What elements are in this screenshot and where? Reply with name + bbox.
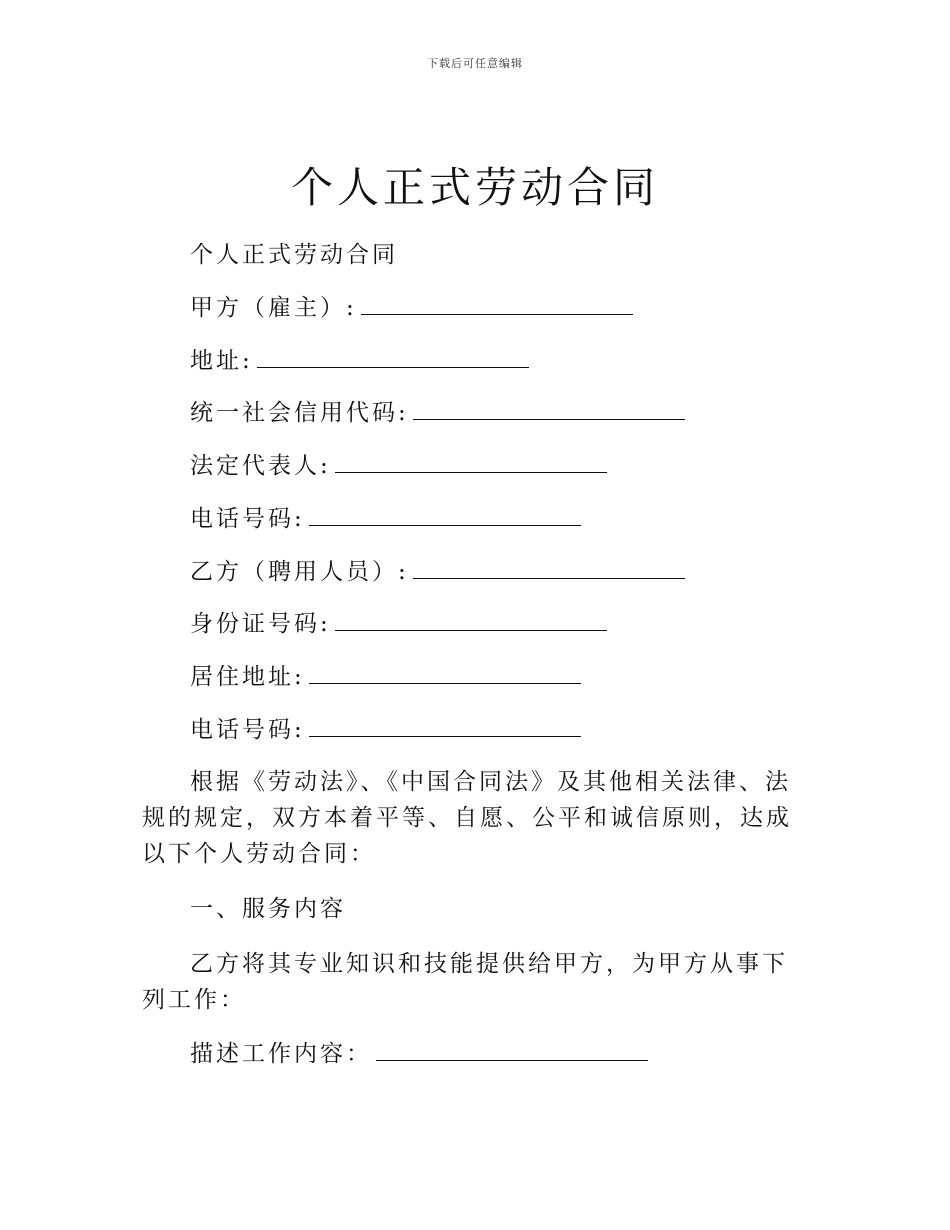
field-label-legal-representative: 法定代表人:	[190, 453, 331, 479]
section-1-heading-text: 一、服务内容	[190, 896, 346, 922]
intro-paragraph: 根据《劳动法》、《中国合同法》及其他相关法律、法规的规定，双方本着平等、自愿、公平和诚信原则，达成以下个人劳动合同：	[142, 769, 792, 867]
field-employer-phone	[190, 503, 581, 534]
field-work-description	[190, 1038, 648, 1069]
field-label-credit-code: 统一社会信用代码:	[190, 400, 409, 426]
field-id-number	[190, 608, 607, 639]
field-blank-residential-address[interactable]	[309, 661, 581, 684]
field-label-employee: 乙方（聘用人员）:	[190, 559, 409, 585]
field-employee-phone	[190, 714, 581, 745]
document-title: 个人正式劳动合同	[290, 163, 659, 212]
field-label-work-description: 描述工作内容：	[190, 1041, 372, 1067]
field-blank-employer[interactable]	[361, 292, 633, 315]
field-label-employer-phone: 电话号码:	[190, 506, 305, 532]
field-label-residential-address: 居住地址:	[190, 664, 305, 690]
field-label-employee-phone: 电话号码:	[190, 717, 305, 743]
page-header-note: 下载后可任意编辑	[427, 57, 523, 70]
field-label-address: 地址:	[190, 348, 253, 374]
field-residential-address	[190, 661, 581, 692]
field-blank-address[interactable]	[257, 345, 529, 368]
subtitle-text: 个人正式劳动合同	[190, 242, 398, 268]
field-blank-legal-representative[interactable]	[335, 450, 607, 473]
field-address	[190, 345, 529, 376]
field-credit-code	[190, 397, 685, 428]
field-blank-work-description[interactable]	[376, 1038, 648, 1061]
field-blank-employer-phone[interactable]	[309, 503, 581, 526]
field-blank-employee[interactable]	[413, 556, 685, 579]
field-blank-credit-code[interactable]	[413, 397, 685, 420]
field-employee	[190, 556, 685, 587]
field-blank-id-number[interactable]	[335, 608, 607, 631]
section-1-heading	[190, 894, 346, 924]
section-1-body: 乙方将其专业知识和技能提供给甲方，为甲方从事下列工作：	[142, 951, 788, 1013]
document-subtitle	[190, 240, 398, 270]
field-employer	[190, 292, 633, 323]
field-legal-representative	[190, 450, 607, 481]
field-label-employer: 甲方（雇主）:	[190, 295, 357, 321]
field-blank-employee-phone[interactable]	[309, 714, 581, 737]
field-label-id-number: 身份证号码:	[190, 611, 331, 637]
